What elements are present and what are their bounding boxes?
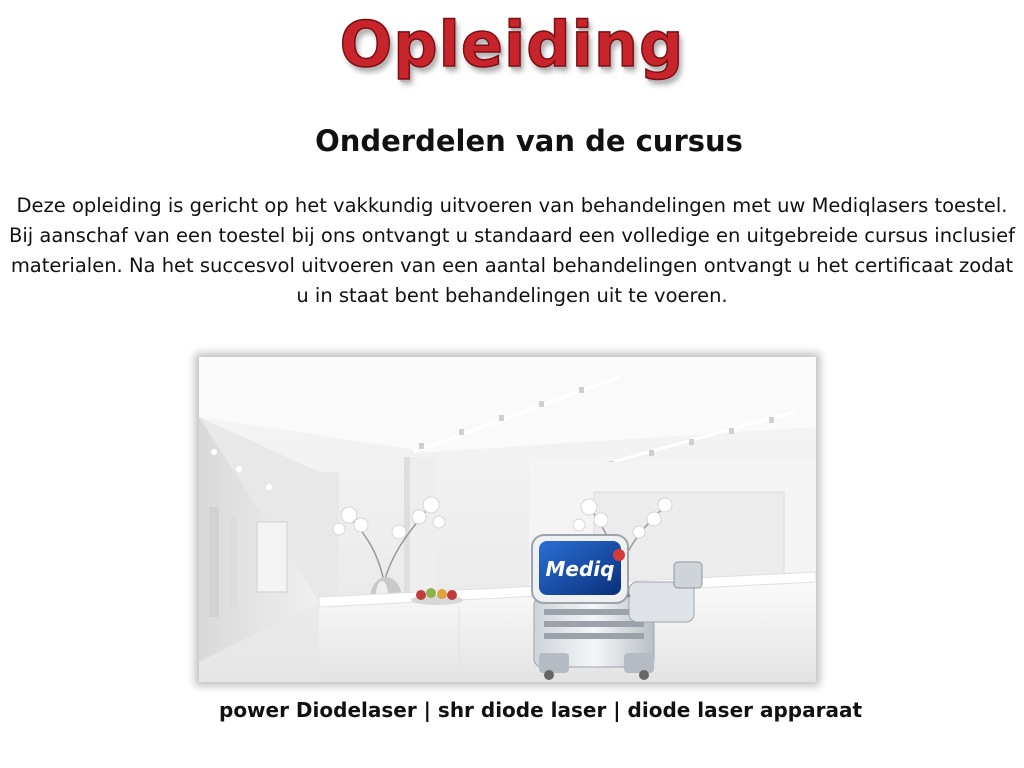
clinic-photo — [199, 357, 816, 682]
slide-subtitle: Onderdelen van de cursus — [315, 124, 743, 158]
body-paragraph: Deze opleiding is gericht op het vakkundig uitvoeren van behandelingen met uw Mediqlasers toestel. Bij aanschaf van een toestel bij ons ontvangt u standaard een volledige en uitgebreide cursus inclusief materialen. Na het succesvol uitvoeren van een aantal behandelingen ontvangt u het certificaat zodat u in staat bent behandelingen uit te voeren. — [9, 194, 1015, 307]
image-caption: power Diodelaser | shr diode laser | diode laser apparaat — [219, 698, 862, 722]
clinic-photo-illustration — [199, 357, 816, 682]
machine-logo: Mediq — [545, 557, 615, 581]
slide-title: Opleiding — [339, 8, 685, 81]
